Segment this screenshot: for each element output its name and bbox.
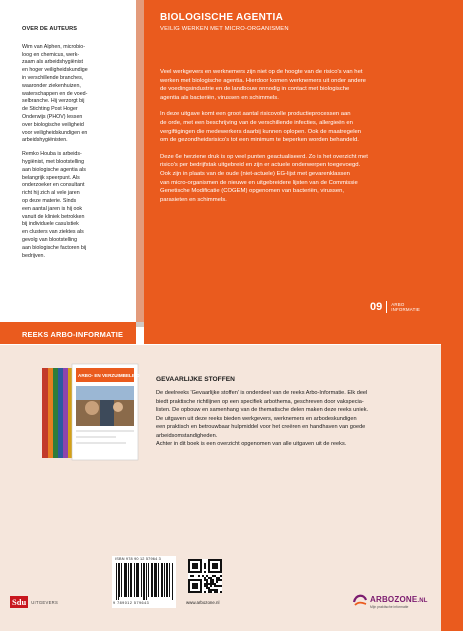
arbozone-logo [352, 592, 428, 613]
barcode-bar [116, 563, 117, 600]
qr-module [212, 583, 214, 585]
qr-finder [192, 563, 198, 569]
badge-line-2: INFORMATIE [391, 307, 420, 312]
author-bio-houba: Remko Houba is arbeids- hygiënist, met blootstelling aan biologische agentia als belangrijk speerpunt. Als onderzoeker en consultant richt hij zich al vele jaren op deze materie. Sinds een aantal jaren is hij ook vanuit de kliniek betrokken bij individuele casuïstiek en clusters van ziektes als gevolg van blootstelling aan biologische factoren bij bedrijven. [22, 151, 87, 259]
barcode-bar [152, 563, 153, 597]
qr-module [206, 579, 208, 581]
qr-module [210, 581, 212, 583]
barcode-bar [154, 563, 155, 597]
arbozone-tagline: Mijn praktische informatie [370, 605, 409, 609]
barcode-bar [148, 563, 149, 597]
qr-module [206, 583, 208, 585]
qr-module [204, 577, 206, 579]
qr-module [208, 587, 210, 589]
barcode-bar [172, 563, 173, 600]
barcode-bar [130, 563, 131, 597]
series-description [156, 389, 434, 449]
qr-module [214, 575, 216, 577]
book-summary [160, 68, 430, 212]
qr-finder [192, 583, 198, 589]
barcode-bar [158, 563, 159, 597]
barcode-bar [138, 563, 139, 597]
series-badge-label [387, 302, 420, 312]
series-line: biedt praktische richtlijnen op een specifiek arbothema, geschreven door vakspecia- [156, 398, 364, 405]
series-subheading: GEVAARLIJKE STOFFEN [156, 376, 235, 383]
sdu-logo [10, 596, 58, 608]
summary-paragraph: Deze 6e herziene druk is op veel punten geactualiseerd. Zo is het overzicht met risico's per bedrijfstak uitgebreid en zijn er actuele onderwerpen toegevoegd. Ook zijn in plaats van de oude (niet-actuele) EG-lijst met gevarenklassen van micro-organismen de nieuwe en uitgebreidere lijsten van de Commissie Genetische Modificatie (COGEM) opgenomen van bacteriën, virussen, parasieten en schimmels. [160, 153, 368, 203]
summary-paragraph: In deze uitgave komt een groot aantal risicovolle productieprocessen aan de orde, met een beschrijving van de verschillende infecties, allergieën en vergiftigingen die medewerkers daarbij kunnen oplopen. Ook de maatregelen om de gezondheidsrisico's tot een minimum te beperken worden behandeld. [160, 111, 362, 144]
barcode-bar [134, 563, 135, 597]
barcode-bar [161, 563, 162, 597]
series-number-badge [370, 300, 420, 314]
qr-module [208, 589, 210, 591]
qr-module [220, 585, 222, 587]
qr-module [212, 581, 214, 583]
qr-module [210, 577, 212, 579]
divider-bar-lower [136, 322, 144, 327]
qr-module [206, 585, 208, 587]
qr-module [210, 585, 212, 587]
qr-module [216, 585, 218, 587]
qr-module [206, 587, 208, 589]
barcode-bar [167, 563, 168, 597]
qr-module [204, 565, 206, 567]
qr-module [202, 575, 204, 577]
qr-module [204, 579, 206, 581]
qr-module [210, 579, 212, 581]
book-title: BIOLOGISCHE AGENTIA [160, 12, 284, 23]
qr-module [212, 589, 214, 591]
qr-module [220, 575, 222, 577]
barcode-bar [124, 563, 125, 597]
qr-module [214, 591, 216, 593]
barcode-bar [155, 563, 156, 597]
book-stack-image [38, 360, 142, 464]
qr-module [218, 585, 220, 587]
qr-module [216, 577, 218, 579]
isbn-label: ISBN 978 90 12 57964 3 [115, 557, 161, 561]
barcode-bar [131, 563, 132, 597]
qr-module [214, 585, 216, 587]
qr-module [210, 589, 212, 591]
qr-module [214, 583, 216, 585]
qr-module [204, 571, 206, 573]
barcode-bar [164, 563, 165, 597]
qr-module [210, 583, 212, 585]
qr-module [192, 575, 194, 577]
qr-module [198, 575, 200, 577]
series-banner-title: REEKS ARBO-INFORMATIE [22, 330, 124, 339]
arbozone-wordmark: ARBOZONE [370, 595, 418, 604]
qr-module [204, 583, 206, 585]
barcode-bar [166, 563, 167, 597]
barcode-bar [141, 563, 142, 597]
qr-module [214, 589, 216, 591]
arbozone-name [370, 595, 428, 604]
summary-panel [144, 0, 441, 322]
barcode-bar [125, 563, 126, 597]
about-authors-heading: OVER DE AUTEURS [22, 26, 78, 32]
qr-module [206, 581, 208, 583]
series-line: De uitgaven uit deze reeks bieden werkgevers, werknemers en arbodeskundigen [156, 415, 357, 422]
series-line: een praktisch en betrouwbaar hulpmiddel voor het creëren en handhaven van goede [156, 424, 366, 430]
barcode-bar [146, 563, 147, 600]
barcode-digits: 9 789012 579643 [113, 601, 150, 605]
barcode-bar [162, 563, 163, 597]
barcode-bar [121, 563, 122, 597]
series-line: arbeidsomstandigheden. [156, 432, 218, 439]
barcode [116, 563, 174, 600]
right-edge-strip [441, 0, 463, 631]
summary-paragraph: Veel werkgevers en werknemers zijn niet op de hoogte van de risico's van het werken met biologische agentia. Hierdoor komen werknemers uit onder andere de voedingsindustrie en de landbouw onnodig in contact met biologische agentia als bacteriën, virussen en schimmels. [160, 69, 366, 101]
about-authors [22, 26, 132, 266]
series-line: listen. De opbouw en samenhang van de thematische delen maken deze reeks uniek. [156, 407, 369, 413]
arbozone-swirl-icon [352, 592, 368, 608]
barcode-bar [118, 563, 119, 600]
qr-module [204, 585, 206, 587]
barcode-bar [169, 563, 170, 597]
qr-module [216, 589, 218, 591]
barcode-bar [137, 563, 138, 597]
qr-module [216, 581, 218, 583]
author-bio-van-alphen: Wim van Alphen, microbio- loog en chemicus, werk- zaam als arbeidshygiënist en hoger veiligheidskundige in verschillende branches, waaronder ziekenhuizen, waterschappen en de voed- selbranche. Hij verzorgt bij de Stichting Post Hoger Onderwijs (PHOV) lessen over biologische veiligheid voor veiligheidskundigen en arbeidshygiënisten. [22, 43, 88, 144]
qr-module [208, 583, 210, 585]
barcode-bar [156, 563, 157, 597]
series-line: De deelreeks 'Gevaarlijke stoffen' is onderdeel van de reeks Arbo-Informatie. Elk deel [156, 390, 368, 396]
series-banner-right [144, 322, 441, 344]
badge-line-1: ARBO [391, 301, 405, 307]
qr-module [204, 591, 206, 593]
barcode-bar [126, 563, 127, 597]
website-link[interactable]: www.arbozone.nl [186, 600, 220, 605]
qr-module [208, 577, 210, 579]
book-cover-title: ARBO- EN VERZUIMBELEID [78, 373, 140, 378]
qr-module [212, 579, 214, 581]
barcode-bar [143, 563, 144, 600]
qr-module [216, 579, 218, 581]
sdu-logo-subtitle: UITGEVERS [31, 599, 59, 605]
barcode-bar [151, 563, 152, 597]
qr-code [188, 559, 222, 593]
barcode-bar [119, 563, 120, 597]
series-number: 09 [370, 301, 387, 313]
book-subtitle: VEILIG WERKEN MET MICRO-ORGANISMEN [160, 26, 289, 32]
book-spines [42, 368, 72, 458]
barcode-bar [136, 563, 137, 597]
sdu-logo-mark: Sdu [12, 597, 27, 607]
series-line: Achter in dit boek is een overzicht opgenomen van alle uitgaven uit de reeks. [156, 441, 347, 447]
arbozone-suffix: .NL [417, 598, 428, 604]
qr-module [204, 567, 206, 569]
qr-module [218, 579, 220, 581]
qr-module [212, 575, 214, 577]
qr-module [208, 591, 210, 593]
barcode-bar [144, 563, 145, 600]
qr-module [220, 591, 222, 593]
qr-module [206, 575, 208, 577]
divider-bar [136, 0, 144, 322]
qr-module [216, 591, 218, 593]
qr-finder [212, 563, 218, 569]
barcode-bar [128, 563, 129, 597]
qr-module [218, 577, 220, 579]
qr-module [204, 563, 206, 565]
qr-module [210, 591, 212, 593]
qr-module [190, 575, 192, 577]
qr-module [220, 579, 222, 581]
